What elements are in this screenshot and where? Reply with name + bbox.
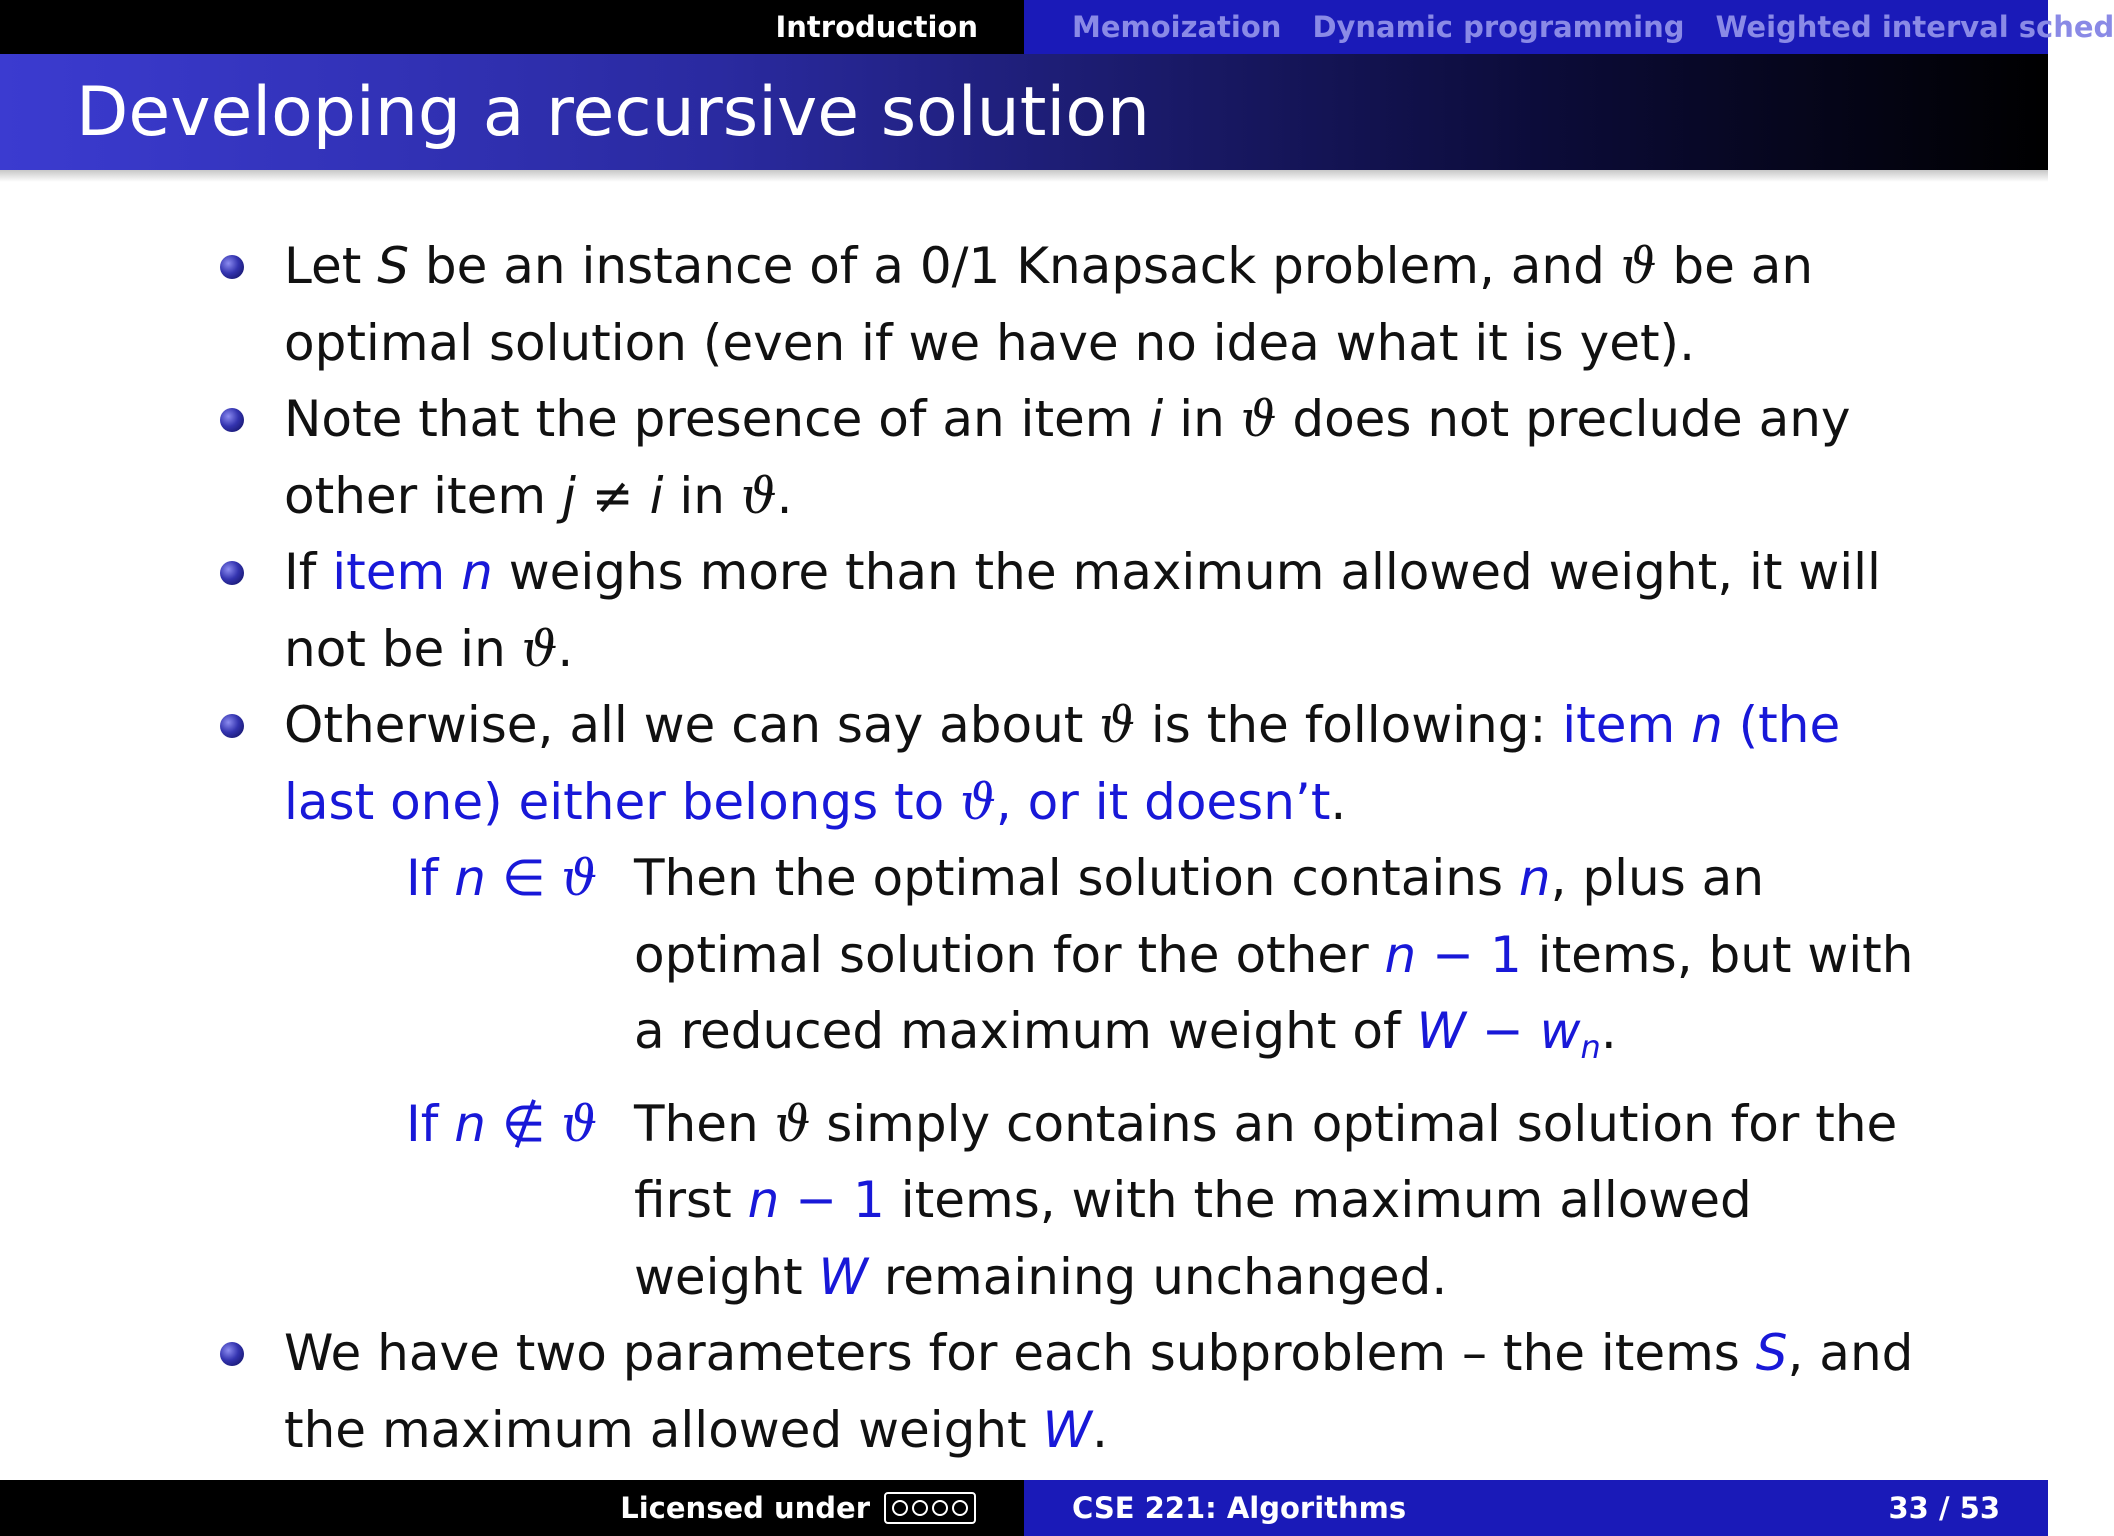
bullet-dot-icon: [220, 1342, 244, 1366]
math-n-subscript: n: [1580, 1028, 1601, 1066]
text: Otherwise, all we can say about: [284, 696, 1100, 754]
bullet-2: [220, 381, 1920, 534]
footer-bar: [0, 1480, 2048, 1536]
bullet-1: [220, 228, 1920, 381]
math-j: j: [561, 466, 576, 525]
math-theta: ϑ: [561, 849, 598, 907]
math-theta: ϑ: [960, 772, 996, 831]
math-minus: −: [1481, 1002, 1524, 1060]
math-i: i: [1149, 390, 1164, 448]
text: , and the maximum allowed weight: [284, 1324, 1914, 1459]
text: .: [776, 466, 793, 525]
frame-title-bar: [0, 54, 2048, 170]
math-W: W: [1042, 1400, 1092, 1459]
highlight-text: item: [332, 543, 462, 601]
highlight-text: (the last one) either belongs to: [284, 696, 1841, 831]
math-minus: −: [1432, 925, 1475, 984]
math-minus: −: [795, 1171, 838, 1229]
math-W: W: [818, 1247, 868, 1306]
bullet-dot-icon: [220, 561, 244, 585]
case-n-in-theta: [220, 840, 1920, 1086]
text: Let: [284, 237, 378, 295]
math-one: 1: [1489, 925, 1522, 984]
bullet-5: [220, 1315, 1920, 1468]
bullet-dot-icon: [220, 714, 244, 738]
math-theta: ϑ: [1620, 237, 1657, 295]
top-navigation-bar: [0, 0, 2114, 54]
text: items, but with a reduced maximum weight of: [634, 925, 1914, 1060]
footer-page-number: 33 / 53: [1888, 1491, 2000, 1525]
cc-license-icon: [884, 1492, 976, 1524]
text: in: [1163, 390, 1241, 448]
text: is the following:: [1135, 696, 1563, 754]
text: be an instance of a 0/1 Knapsack problem, and: [409, 237, 1621, 295]
text: Then the optimal solution contains: [634, 849, 1519, 907]
text: If: [406, 1094, 455, 1153]
nav-section-weighted-interval[interactable]: Weighted interval sched: [1715, 10, 2114, 44]
highlight-text: , or it doesn’t: [995, 772, 1331, 831]
text: does not preclude any other item: [284, 390, 1851, 525]
nav-section-memoization[interactable]: Memoization: [1072, 10, 1282, 44]
footer-right: [1024, 1480, 2048, 1536]
bullet-3: [220, 534, 1920, 687]
text: be an optimal solution (even if we have no idea what it is yet).: [284, 237, 1814, 372]
text: .: [1330, 772, 1347, 831]
math-n: n: [1518, 849, 1551, 907]
math-neq: ≠: [591, 466, 634, 525]
math-W: W: [1416, 1002, 1466, 1060]
math-n: n: [461, 543, 493, 601]
math-one: 1: [853, 1171, 885, 1229]
case-label: [406, 840, 597, 917]
text: , plus an optimal solution for the other: [634, 849, 1765, 984]
text: Then: [634, 1094, 775, 1153]
text: .: [557, 619, 574, 678]
math-n: n: [1384, 925, 1417, 984]
bullet-4: [220, 687, 1920, 840]
nav-section-introduction[interactable]: Introduction: [775, 10, 978, 44]
math-n: n: [454, 1094, 486, 1153]
math-n: n: [747, 1171, 780, 1229]
text: If: [406, 849, 455, 907]
highlight-text: item: [1562, 696, 1692, 754]
nav-left-panel: [0, 0, 1024, 54]
math-in: ∈: [501, 849, 546, 907]
footer-license: Licensed under: [620, 1491, 870, 1525]
text: .: [1600, 1002, 1617, 1060]
bullet-dot-icon: [220, 255, 244, 279]
text: simply contains an optimal solution for the first: [634, 1094, 1898, 1229]
math-S: S: [1755, 1324, 1788, 1382]
slide-content: [220, 228, 1920, 1468]
math-theta: ϑ: [521, 619, 558, 678]
bullet-dot-icon: [220, 408, 244, 432]
text: weighs more than the maximum allowed weight, it will not be in: [284, 543, 1881, 678]
math-notin: ∉: [501, 1094, 546, 1153]
text: If: [284, 543, 333, 601]
text: remaining unchanged.: [867, 1247, 1448, 1306]
text: .: [1092, 1400, 1108, 1459]
math-theta: ϑ: [1099, 696, 1136, 754]
math-i: i: [649, 466, 664, 525]
text: Note that the presence of an item: [284, 390, 1150, 448]
frame-title: Developing a recursive solution: [76, 72, 1151, 152]
case-label: [406, 1086, 597, 1163]
math-theta: ϑ: [740, 466, 777, 525]
math-S: S: [377, 237, 409, 295]
math-theta: ϑ: [561, 1094, 598, 1153]
text: We have two parameters for each subproblem – the items: [284, 1324, 1756, 1382]
math-n: n: [454, 849, 486, 907]
nav-section-dynamic-programming[interactable]: Dynamic programming: [1312, 10, 1685, 44]
nav-right-panel: [1024, 0, 2114, 54]
math-n: n: [1691, 696, 1723, 754]
text: in: [663, 466, 741, 525]
title-shadow: [0, 170, 2048, 182]
math-theta: ϑ: [774, 1094, 811, 1153]
footer-left: [0, 1480, 1024, 1536]
footer-course: CSE 221: Algorithms: [1072, 1491, 1407, 1525]
text: items, with the maximum allowed weight: [634, 1171, 1752, 1306]
math-theta: ϑ: [1240, 390, 1277, 448]
case-n-notin-theta: [220, 1086, 1920, 1316]
math-w: w: [1539, 1002, 1581, 1060]
